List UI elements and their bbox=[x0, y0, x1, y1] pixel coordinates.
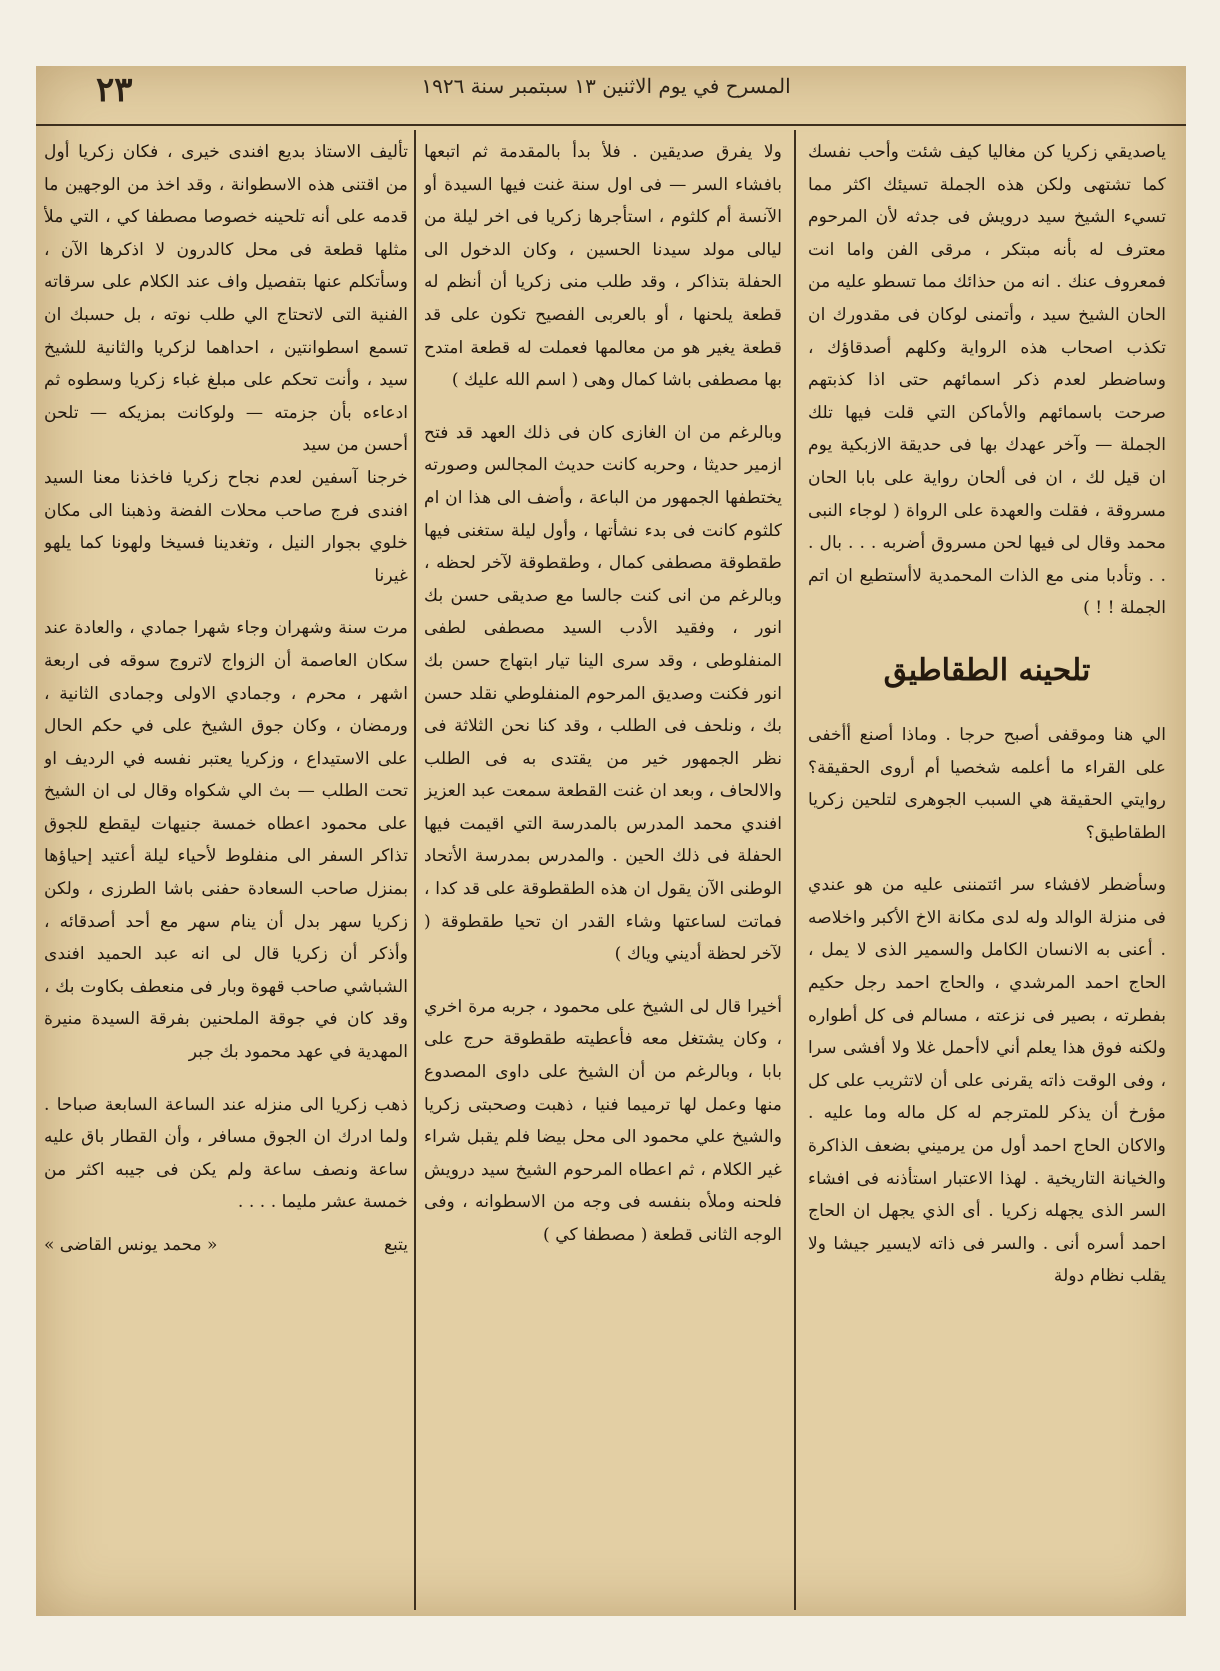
page-number: ٢٣ bbox=[96, 70, 133, 110]
article-paragraph: أخيرا قال لى الشيخ على محمود ، جربه مرة اخري ، وكان يشتغل معه فأعطيته طقطوقة حرج على بابا ، وبالرغم من أن الشيخ على داوى المصدوع منها وعمل لها ترميما فنيا ، ذهبت وصحبتى زكريا والشيخ علي محمود الى محل بيضا فلم يقبل شراء غير الكلام ، ثم اعطاه المرحوم الشيخ سيد درويش فلحنه وملأه بنفسه فى وجه من الاسطوانه ، وفى الوجه الثانى قطعة ( مصطفا كي ) bbox=[424, 996, 782, 1245]
article-paragraph: الي هنا وموقفى أصبح حرجا . وماذا أصنع أأخفى على القراء ما أعلمه شخصيا أم أروى الحقيقة؟ روايتي الحقيقة هي السبب الجوهرى لتلحين زكريا الطقاطيق؟ bbox=[808, 724, 1166, 843]
article-paragraph: وبالرغم من ان الغازى كان فى ذلك العهد قد فتح ازمير حديثا ، وحربه كانت حديث المجالس وصورته يختطفها الجمهور من الباعة ، وأضف الى هذا ان ام كلثوم كانت فى بدء نشأتها ، وأول ليلة ستغنى فيها طقطوقة مصطفى كمال ، وطقطوقة لآخر لحظه ، وبالرغم من انى كنت جالسا مع صديقى حسن بك انور ، وفقيد الأدب السيد مصطفى لطفى المنفلوطى ، وقد سرى الينا تيار ابتهاج حسن بك انور فكنت وصديق المرحوم المنفلوطي نقلد حسن بك ، ونلحف فى الطلب ، وقد كنا نحن الثلاثة فى نظر الجمهور خير من يقتدى به فى الطلب والالحاف ، وبعد ان غنت القطعة سمعت عبد العزيز افندي محمد المدرس بالمدرسة التي اقيمت فيها الحفلة فى ذلك الحين . والمدرس بمدرسة الأتحاد الوطنى الآن يقول ان هذه الطقطوقة على قد كدا ، فماتت لساعتها وشاء القدر ان تحيا طقطوقة ( لآخر لحظة أديني وياك ) bbox=[424, 422, 782, 965]
masthead bbox=[36, 66, 1186, 126]
column-middle bbox=[424, 136, 782, 1606]
article-paragraph: وسأضطر لافشاء سر ائتمننى عليه من هو عندي فى منزلة الوالد وله لدى مكانة الاخ الأكبر واخلاصه . أعنى به الانسان الكامل والسمير الذى لا يمل ، الحاج احمد المرشدي ، والحاج احمد رجل حكيم بفطرته ، بصير فى نزعته ، مسالم فى كل أطواره ولكنه فوق هذا يعلم أني لاأحمل غلا ولا أفشى سرا ، وفى الوقت ذاته يقرنى على أن لاتثريب على كل مؤرخ أن يذكر للمترجم له كل ماله وما عليه . والاكان الحاج احمد أول من يرميني بضعف الذاكرة والخيانة التاريخية . لهذا الاعتبار استأذنه فى افشاء السر الذى يجهله زكريا . أى الذي يجهل ان الحاج احمد أسره أنى . والسر فى ذاته لايسير جيشا ولا يقلب نظام دولة bbox=[808, 875, 1166, 1287]
article-paragraph: ياصديقي زكريا كن مغاليا كيف شئت وأحب نفسك كما تشتهى ولكن هذه الجملة تسيئك اكثر مما تسيء الشيخ سيد درويش فى جدثه لأن المرحوم معترف له بأنه مبتكر ، مرقى الفن واما انت فمعروف عنك . انه من حذائك مما تسطو عليه من الحان الشيخ سيد ، وأتمنى لوكان فى مقدورك ان تكذب اصحاب هذه الرواية وكلهم أصدقاؤك ، وساضطر لعدم ذكر اسمائهم حتى اذا كذبتهم صرحت باسمائهم والأماكن التي قلت فيها تلك الجملة — وآخر عهدك بها فى حديقة الازبكية يوم ان قيل لك ، ان فى ألحان رواية على بابا الحان مسروقة ، فقلت والعهدة على الرواة ( لوجاء النبى محمد وقال لى فيها لحن مسروق أضربه . . . بال . . . وتأدبا منى مع الذات المحمدية لاأستطيع ان اتم الجملة ! ! ) bbox=[808, 142, 1166, 619]
article-paragraph: ولا يفرق صديقين . فلأ بدأ بالمقدمة ثم اتبعها بافشاء السر — فى اول سنة غنت فيها السيدة أو الآنسة أم كلثوم ، استأجرها زكريا فى اخر ليلة من ليالى مولد سيدنا الحسين ، وكان الدخول الى الحفلة بتذاكر ، وقد طلب منى زكريا أن أنظم له قطعة يلحنها ، أو بالعربى الفصيح تكون على قد قطعة يغير هو من معالمها فعملت له قطعة امتدح بها مصطفى باشا كمال وهى ( اسم الله عليك ) bbox=[424, 142, 782, 391]
article-paragraph: تأليف الاستاذ بديع افندى خيرى ، فكان زكريا أول من اقتنى هذه الاسطوانة ، وقد اخذ من الوجهين ما قدمه على أنه تلحينه خصوصا مصطفا كي ، التي ملأ مثلها قطعة فى محل كالدرون لا اذكرها الآن ، وسأتكلم عنها بتفصيل واف عند الكلام على سرقاته الفنية التى لاتحتاج الي طلب نوته ، بل حسبك ان تسمع اسطوانتين ، احداهما لزكريا والثانية للشيخ سيد ، وأنت تحكم على مبلغ غباء زكريا وسطوه ثم ادعاءه بأن جزمته — ولوكانت بمزيكه — تلحن أحسن من سيد bbox=[44, 142, 408, 456]
section-heading: تلحينه الطقاطيق bbox=[883, 652, 1091, 688]
article-paragraph: مرت سنة وشهران وجاء شهرا جمادي ، والعادة عند سكان العاصمة أن الزواج لاتروج سوقه فى اربعة اشهر ، محرم ، وجمادي الاولى وجمادى الثانية ، ورمضان ، وكان جوق الشيخ على في حكم الحال على الاستيداع ، وزكريا يعتبر نفسه في الرديف او تحت الطلب — بث الي شكواه وقال لى ان الشيخ على محمود اعطاه خمسة جنيهات ليقطع للجوق تذاكر السفر الى منفلوط لأحياء ليلة أعتيد إحياؤها بمنزل صاحب السعادة حفنى باشا الطرزى ، ولكن زكريا سهر بدل أن ينام سهر مع أحد أصدقائه ، وأذكر أن زكريا قال لى انه عبد الحميد افندى الشباشي صاحب قهوة وبار فى منعطف بكاوت بك ، وقد كان في جوقة الملحنين بفرقة السيدة منيرة المهدية في عهد محمود بك جبر bbox=[44, 618, 408, 1063]
column-right bbox=[808, 136, 1166, 1606]
newspaper-page bbox=[36, 66, 1186, 1616]
article-paragraph: ذهب زكريا الى منزله عند الساعة السابعة صباحا . ولما ادرك ان الجوق مسافر ، وأن القطار باق عليه ساعة ونصف ساعة ولم يكن فى جيبه اكثر من خمسة عشر مليما . . . . bbox=[44, 1094, 408, 1213]
article-signature bbox=[44, 1229, 408, 1262]
author-name: « محمد يونس القاضى » bbox=[44, 1235, 218, 1255]
article-paragraph: خرجنا آسفين لعدم نجاح زكريا فاخذنا معنا السيد افندى فرج صاحب محلات الفضة وذهبنا الى مكان خلوي بجوار النيل ، وتغدينا فسيخا ولهونا كما يلهو غيرنا bbox=[44, 467, 408, 586]
column-divider bbox=[794, 130, 796, 1610]
masthead-title: المسرح في يوم الاثنين ١٣ سبتمبر سنة ١٩٢٦ bbox=[421, 74, 791, 98]
column-divider bbox=[414, 130, 416, 1610]
to-be-continued: يتبع bbox=[383, 1235, 408, 1255]
column-left bbox=[44, 136, 408, 1606]
